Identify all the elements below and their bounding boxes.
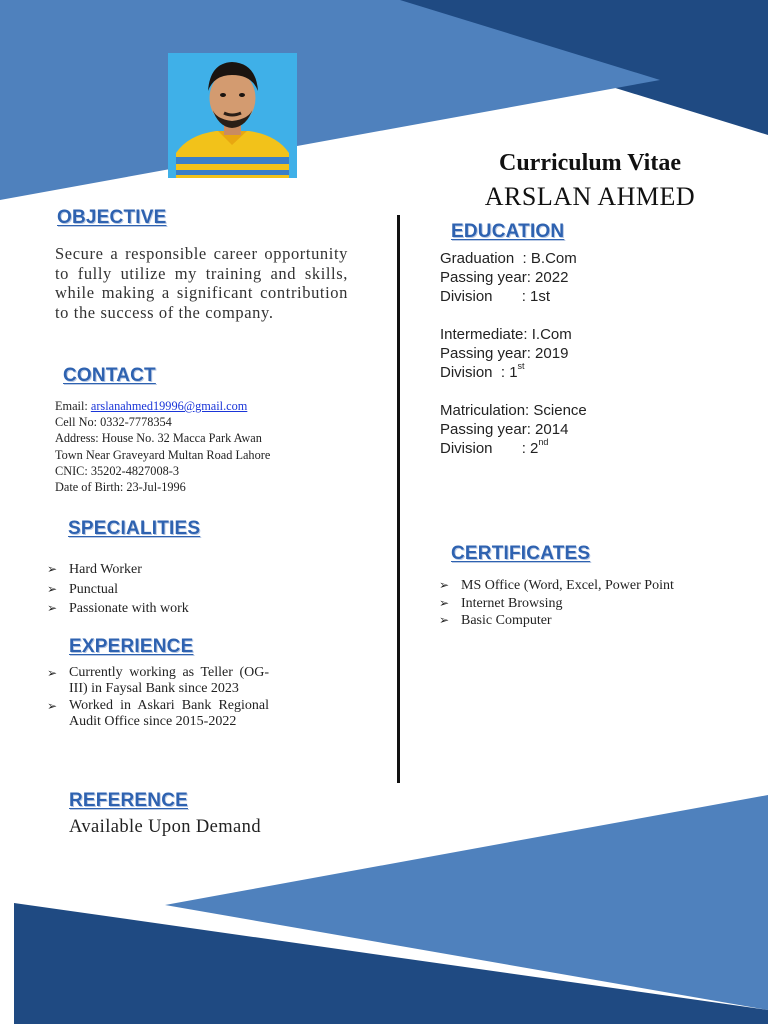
arrow-bullet-icon: ➢ (439, 595, 450, 610)
arrow-bullet-icon: ➢ (439, 613, 450, 627)
address-line-1: Address: House No. 32 Macca Park Awan (55, 431, 262, 446)
education-year: Passing year: 2014 (440, 421, 569, 438)
education-level: Graduation : B.Com (440, 250, 577, 267)
list-item: ➢ Internet Browsing (439, 595, 563, 611)
education-entry (440, 249, 740, 306)
email-line (55, 398, 355, 414)
experience-list (47, 665, 269, 731)
objective-text: Secure a responsible career opportunity to fully utilize my training and skills, while making a significant contribution to the success of the company. (55, 244, 348, 322)
arrow-bullet-icon: ➢ (47, 581, 58, 596)
objective-heading: OBJECTIVE (57, 207, 167, 228)
list-item: ➢ Passionate with work (47, 599, 307, 619)
cnic: CNIC: 35202-4827008-3 (55, 463, 179, 478)
list-item: ➢ Punctual (47, 580, 307, 600)
reference-heading: REFERENCE (69, 790, 188, 811)
contact-heading: CONTACT (63, 365, 156, 386)
certificates-list (439, 577, 709, 630)
arrow-bullet-icon: ➢ (47, 666, 58, 680)
education-year: Passing year: 2022 (440, 269, 569, 286)
cv-title: Curriculum Vitae (499, 150, 681, 176)
education-entry (440, 325, 740, 382)
list-item: ➢ Worked in Askari Bank Regional Audit Office since 2015-2022 (47, 697, 269, 730)
list-item: ➢ Basic Computer (439, 613, 552, 628)
education-division: Division : 1st (440, 288, 551, 305)
education-year: Passing year: 2019 (440, 345, 569, 362)
column-divider (397, 215, 400, 783)
certificates-heading: CERTIFICATES (451, 543, 591, 564)
list-item: ➢ Hard Worker (47, 560, 307, 580)
reference-text: Available Upon Demand (69, 817, 261, 837)
profile-photo (168, 53, 297, 178)
education-division: Division : 2nd (440, 437, 549, 457)
specialities-list (47, 560, 307, 619)
arrow-bullet-icon: ➢ (439, 578, 450, 592)
cell-number: Cell No: 0332-7778354 (55, 415, 172, 430)
candidate-name: ARSLAN AHMED (484, 182, 696, 211)
date-of-birth: Date of Birth: 23-Jul-1996 (55, 480, 186, 495)
address-line-2: Town Near Graveyard Multan Road Lahore (55, 447, 271, 462)
education-level: Matriculation: Science (440, 402, 587, 419)
arrow-bullet-icon: ➢ (47, 562, 58, 576)
contact-block (55, 398, 355, 495)
list-item: ➢ Currently working as Teller (OG-III) in Faysal Bank since 2023 (47, 665, 269, 697)
education-heading: EDUCATION (451, 221, 565, 242)
email-link[interactable]: arslanahmed19996@gmail.com (90, 399, 248, 413)
education-level: Intermediate: I.Com (440, 326, 572, 343)
arrow-bullet-icon: ➢ (47, 601, 58, 615)
email-label: Email: (55, 399, 91, 413)
list-item: ➢ MS Office (Word, Excel, Power Point (439, 578, 674, 593)
person-avatar-icon (168, 53, 297, 178)
arrow-bullet-icon: ➢ (47, 698, 58, 713)
education-entry (440, 401, 740, 458)
specialities-heading: SPECIALITIES (68, 518, 201, 539)
experience-heading: EXPERIENCE (69, 636, 194, 657)
education-division: Division : 1st (440, 361, 525, 381)
